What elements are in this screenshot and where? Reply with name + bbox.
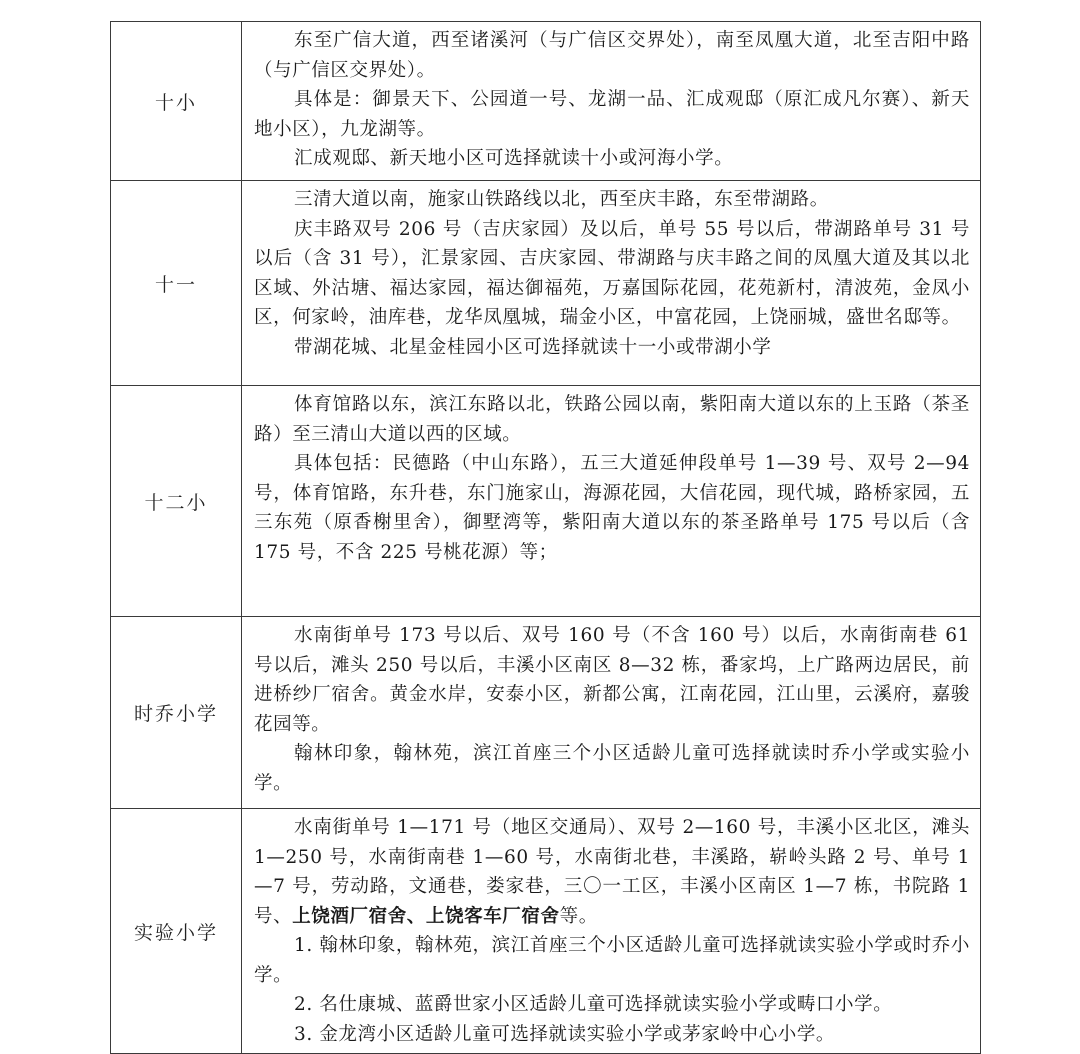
zone-paragraph: 体育馆路以东，滨江东路以北，铁路公园以南，紫阳南大道以东的上玉路（茶圣路）至三清山大道以西的区域。 [254, 394, 970, 445]
zone-paragraph [254, 813, 970, 931]
zone-paragraph: 庆丰路双号 206 号（吉庆家园）及以后，单号 55 号以后，带湖路单号 31 号以后（含 31 号），汇景家园、吉庆家园、带湖路与庆丰路之间的凤凰大道及其以北区域、外沽塘、福达家园，福达御福苑，万嘉国际花园，花苑新村，清波苑，金凤小区，何家岭，油库巷，龙华凤凰城，瑞金小区，中富花园，上饶丽城，盛世名邸等。 [254, 218, 970, 328]
zone-paragraph: 东至广信大道，西至诸溪河（与广信区交界处），南至凤凰大道，北至吉阳中路（与广信区交界处）。 [254, 30, 970, 81]
table-row-shi-qiao [111, 617, 981, 809]
zone-paragraph: 1. 翰林印象，翰林苑，滨江首座三个小区适龄儿童可选择就读实验小学或时乔小学。 [254, 935, 970, 986]
zone-text-bold: 上饶酒厂宿舍、上饶客车厂宿舍 [292, 905, 560, 927]
enrollment-zone-table [110, 21, 981, 1054]
zone-text: 水南街单号 1—171 号（地区交通局）、双号 2—160 号，丰溪小区北区，滩头 1—250 号，水南街南巷 1—60 号，水南街北巷，丰溪路，崭岭头路 2 号、单号 1—7 号，劳动路，文通巷，娄家巷，三〇一工区，丰溪小区南区 1—7 栋，书院路 1 号、 [254, 817, 970, 927]
zone-text: 等。 [559, 905, 598, 927]
zone-paragraph: 具体是：御景天下、公园道一号、龙湖一品、汇成观邸（原汇成凡尔赛）、新天地小区），九龙湖等。 [254, 89, 970, 140]
zone-paragraph: 翰林印象，翰林苑，滨江首座三个小区适龄儿童可选择就读时乔小学或实验小学。 [254, 743, 970, 794]
school-name: 实验小学 [111, 809, 242, 1054]
table-row-shi-yan [111, 809, 981, 1054]
zone-paragraph: 2. 名仕康城、蓝爵世家小区适龄儿童可选择就读实验小学或畴口小学。 [294, 994, 893, 1015]
zone-paragraph: 带湖花城、北星金桂园小区可选择就读十一小或带湖小学 [294, 336, 772, 358]
table-row-shi-yi [111, 181, 981, 386]
zone-paragraph: 具体包括：民德路（中山东路），五三大道延伸段单号 1—39 号、双号 2—94 号，体育馆路，东升巷，东门施家山，海源花园，大信花园，现代城，路桥家园，五三东苑（原香榭里舍），御墅湾等，紫阳南大道以东的茶圣路单号 175 号以后（含 175 号，不含 225 号桃花源）等； [254, 453, 970, 563]
school-name: 十二小 [111, 386, 242, 617]
table-row-shi-xiao [111, 22, 981, 181]
school-name: 十小 [111, 22, 242, 181]
zone-description [242, 386, 981, 617]
zone-paragraph: 汇成观邸、新天地小区可选择就读十小或河海小学。 [294, 148, 734, 169]
zone-paragraph: 水南街单号 173 号以后、双号 160 号（不含 160 号）以后，水南街南巷 61 号以后，滩头 250 号以后，丰溪小区南区 8—32 栋，番家坞，上广路两边居民，前进桥纱厂宿舍。黄金水岸，安泰小区，新都公寓，江南花园，江山里，云溪府，嘉骏花园等。 [254, 625, 970, 735]
zone-paragraph: 三清大道以南，施家山铁路线以北，西至庆丰路，东至带湖路。 [294, 189, 829, 210]
zone-description [242, 22, 981, 181]
school-name: 十一 [111, 181, 242, 386]
school-name: 时乔小学 [111, 617, 242, 809]
table-row-shi-er-xiao [111, 386, 981, 617]
zone-description [242, 809, 981, 1054]
zone-description [242, 181, 981, 386]
zone-paragraph: 3. 金龙湾小区适龄儿童可选择就读实验小学或茅家岭中心小学。 [294, 1023, 836, 1045]
zone-description [242, 617, 981, 809]
